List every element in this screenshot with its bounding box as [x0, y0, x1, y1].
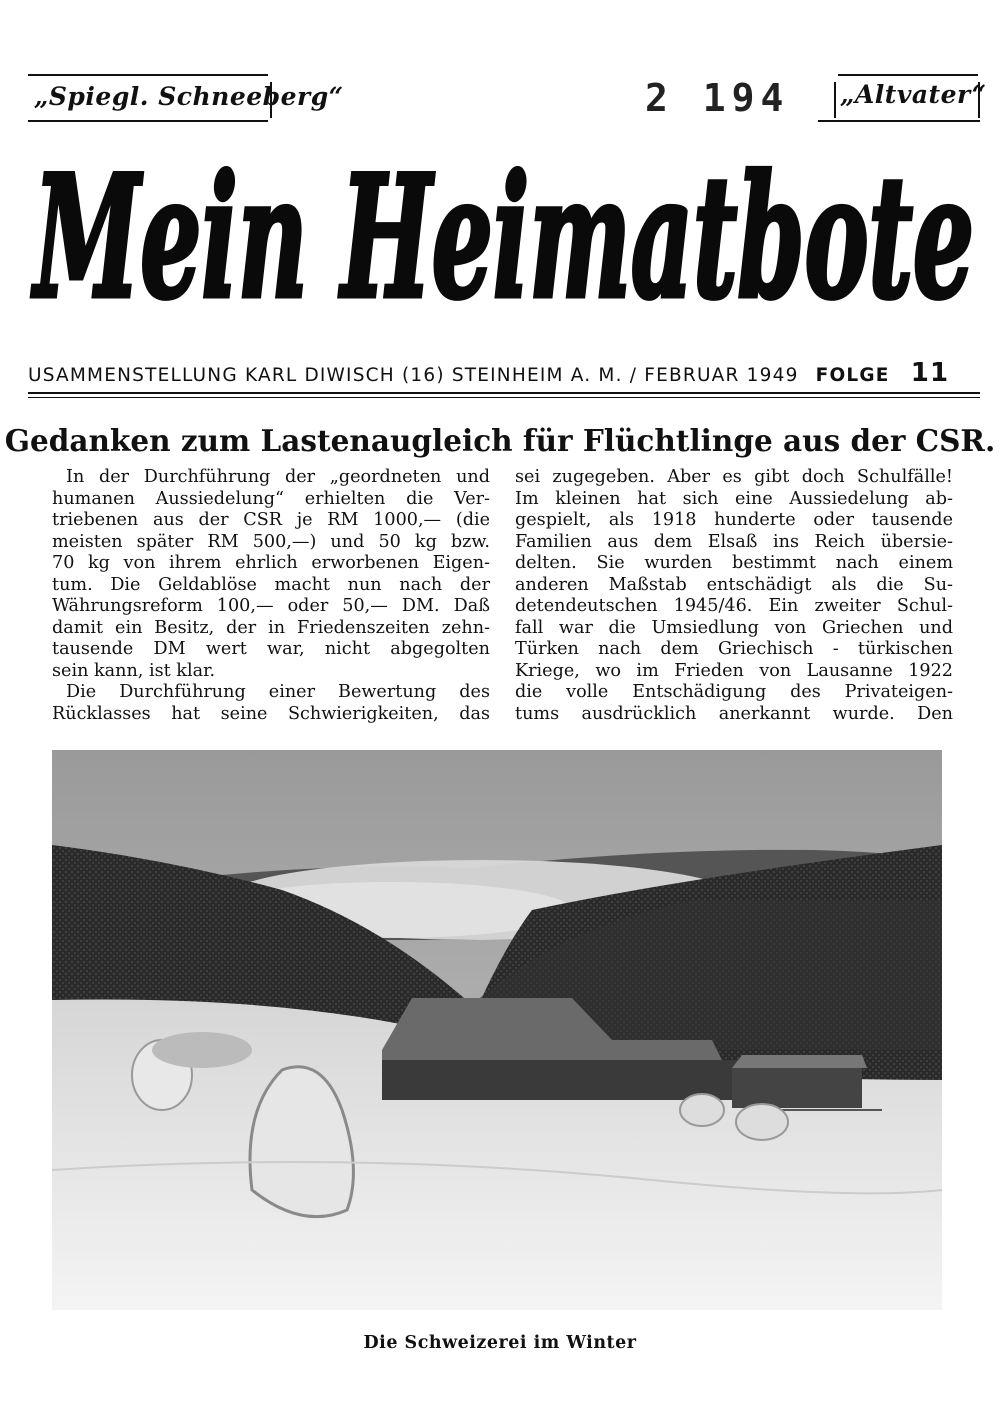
- article-line: fall war die Umsiedlung von Griechen und: [515, 617, 953, 638]
- top-left-rule: [28, 74, 268, 76]
- date-stamp: 2 194: [645, 76, 790, 120]
- article-line: sein kann, ist klar.: [52, 660, 216, 681]
- top-right-bar-left: [834, 82, 836, 118]
- article-line: damit ein Besitz, der in Friedenszeiten zehn-: [52, 617, 490, 638]
- top-left-label: „Spiegl. Schneeberg“: [34, 82, 344, 111]
- article-line: delten. Sie wurden bestimmt nach einem: [515, 553, 953, 573]
- article-line: die volle Entschädigung des Privateigen-: [515, 682, 953, 702]
- article-line: tausende DM wert war, nicht abgegolten: [52, 639, 490, 659]
- article-line: Rücklasses hat seine Schwierigkeiten, das: [52, 703, 490, 724]
- folge-number: 11: [910, 358, 950, 388]
- article-line: Kriege, wo im Frieden von Lausanne 1922: [515, 660, 953, 681]
- hut-wall: [382, 1060, 742, 1100]
- article-line: Im kleinen hat sich eine Aussiedelung ab-: [515, 488, 953, 509]
- article-line: tums ausdrücklich anerkannt wurde. Den: [515, 703, 953, 724]
- article-line: sei zugegeben. Aber es gibt doch Schulfälle!: [515, 467, 953, 487]
- article-line: In der Durchführung der „geordneten und: [66, 467, 490, 487]
- article-line: triebenen aus der CSR je RM 1000,— (die: [52, 510, 490, 530]
- subhead: [28, 358, 983, 388]
- article-line: Türken nach dem Griechisch - türkischen: [515, 639, 953, 659]
- subhead-text: USAMMENSTELLUNG KARL DIWISCH (16) STEINHEIM A. M. / FEBRUAR 1949: [28, 365, 799, 386]
- article-line: gespielt, als 1918 hunderte oder tausende: [515, 510, 953, 530]
- article-line: humanen Aussiedelung“ erhielten die Ver-: [52, 488, 490, 509]
- article-line: anderen Maßstab entschädigt als die Su-: [515, 574, 953, 595]
- article-column-left: [52, 467, 490, 725]
- photo-caption: Die Schweizerei im Winter: [363, 1333, 637, 1353]
- subhead-rule-thick: [28, 392, 980, 394]
- article-line: meisten später RM 500,—) und 50 kg bzw.: [52, 531, 490, 552]
- article-line: 70 kg von ihrem ehrlich erworbenen Eigen-: [52, 553, 490, 573]
- masthead-title: Mein Heimatbote: [31, 138, 975, 336]
- article-column-right: [515, 467, 953, 725]
- article-line: Währungsreform 100,— oder 50,— DM. Daß: [52, 596, 490, 616]
- folge-label: FOLGE: [815, 365, 890, 386]
- masthead: [24, 118, 984, 348]
- article-line: Die Durchführung einer Bewertung des: [66, 682, 490, 702]
- landscape-illustration: [52, 750, 942, 1310]
- article-headline: Gedanken zum Lastenaugleich für Flüchtlinge aus der CSR.: [4, 423, 996, 458]
- winter-landscape-photo: [52, 750, 942, 1310]
- article-line: detendeutschen 1945/46. Ein zweiter Schul-: [515, 596, 953, 616]
- subhead-rule-thin: [28, 397, 980, 398]
- top-right-rule: [838, 74, 978, 76]
- top-right-label: „Altvater“: [840, 80, 987, 109]
- article-line: tum. Die Geldablöse macht nun nach der: [52, 574, 490, 595]
- article-line: Familien aus dem Elsaß ins Reich übersie-: [515, 531, 953, 552]
